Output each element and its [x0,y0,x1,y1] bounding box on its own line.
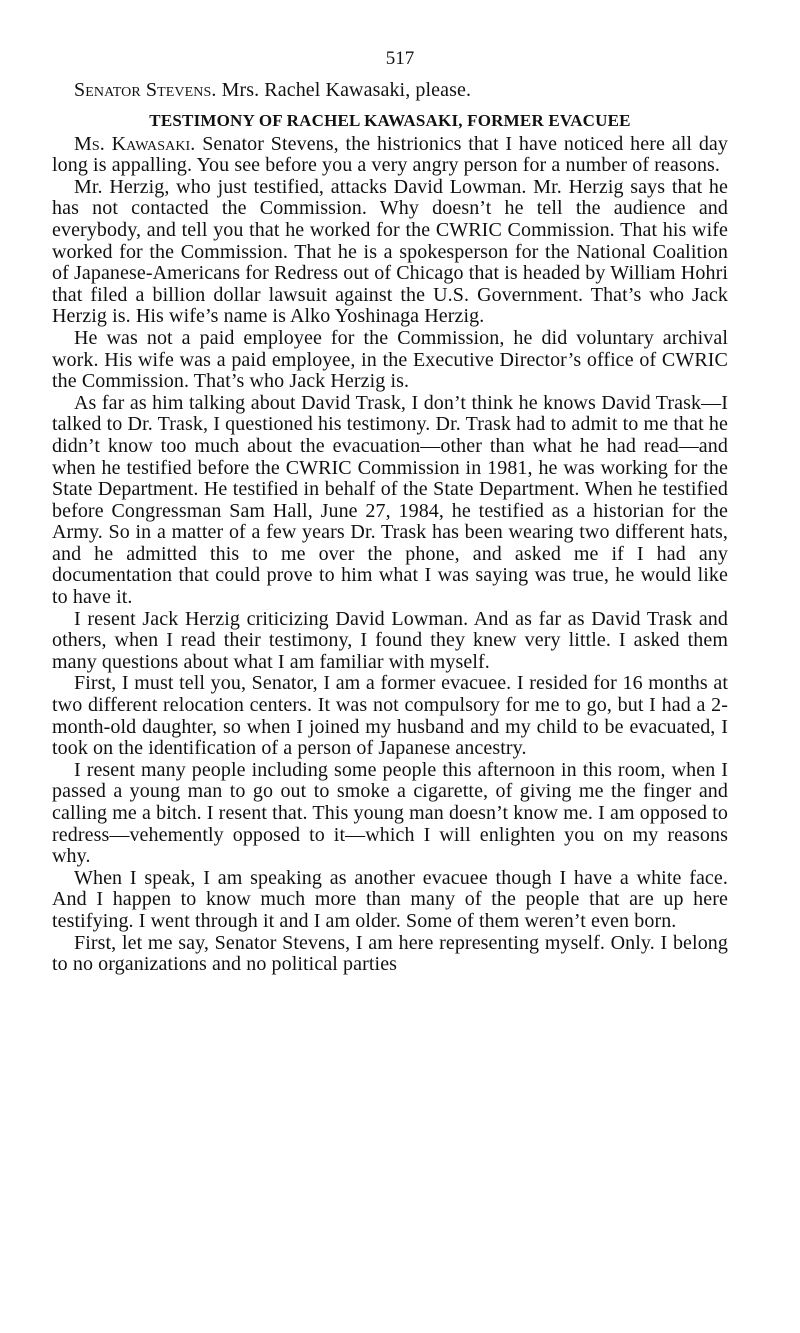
paragraph-text: He was not a paid employee for the Commission, he did voluntary archival work. His wife was a paid employee, in the Executive Director’s office of CWRIC the Commission. That’s who Jack Herzig is. [52,326,728,393]
intro-paragraph [52,80,728,102]
paragraph-text: First, let me say, Senator Stevens, I am here representing myself. Only. I belong to no organizations and no political parties [52,931,728,976]
speaker-name: Senator Stevens. [74,79,217,101]
paragraph-text: I resent Jack Herzig criticizing David Lowman. And as far as David Trask and others, when I read their testimony, I found they knew very little. I asked them many questions about what I am familiar with myself. [52,607,728,673]
paragraph-text: Mr. Herzig, who just testified, attacks David Lowman. Mr. Herzig says that he has not contacted the Commission. Why doesn’t he tell the audience and everybody, and tell you that he worked for the CWRIC Commission. That his wife worked for the Commission. That he is a spokesperson for the National Coalition of Japanese-Americans for Redress out of Chicago that is headed by William Hohri that filed a billion dollar lawsuit against the U.S. Government. That’s who Jack Herzig is. His wife’s name is Alko Yoshinaga Herzig. [52,175,728,328]
paragraph [52,868,728,933]
paragraph [52,760,728,868]
paragraph [52,673,728,759]
paragraph [52,609,728,674]
paragraph-text: When I speak, I am speaking as another evacuee though I have a white face. And I happen to know much more than many of the people that are up here testifying. I went through it and I am older. Some of them weren’t even born. [52,866,728,932]
paragraph [52,134,728,177]
paragraph [52,177,728,328]
section-heading: TESTIMONY OF RACHEL KAWASAKI, FORMER EVACUEE [149,110,631,130]
paragraph [52,933,728,976]
paragraph-text: First, I must tell you, Senator, I am a former evacuee. I resided for 16 months at two different relocation centers. It was not compulsory for me to go, but I had a 2-month-old daughter, so when I joined my husband and my child to be evacuated, I took on the identification of a person of Japanese ancestry. [52,672,728,760]
document-page [52,48,728,976]
paragraph-text: As far as him talking about David Trask, I don’t think he knows David Trask—I talked to Dr. Trask, I questioned his testimony. Dr. Trask had to admit to me that he didn’t know too much about the evacuation—other than what he had read—and when he testified before the CWRIC Commission in 1981, he was working for the State Department. He testified in behalf of the State Department. When he testified before Congressman Sam Hall, June 27, 1984, he testified as a historian for the Army. So in a matter of a few years Dr. Trask has been wearing two different hats, and he admitted this to me over the phone, and asked me if I had any documentation that could prove to him what I was saying was true, he would like to have it. [52,391,728,609]
paragraph [52,393,728,609]
speaker-name: Ms. Kawasaki. [74,132,196,155]
paragraph-text: Mrs. Rachel Kawasaki, please. [216,79,472,101]
paragraph-text: I resent many people including some people this afternoon in this room, when I passed a young man to go out to smoke a cigarette, of giving me the finger and calling me a bitch. I resent that. This young man doesn’t know me. I am opposed to redress—vehemently opposed to it—which I will enlighten you on my reasons why. [52,758,728,868]
paragraph-text: Senator Stevens, the histrionics that I have noticed here all day long is appalling. You see before you a very angry person for a number of reasons. [52,132,728,177]
paragraph [52,328,728,393]
page-number: 517 [385,48,415,69]
